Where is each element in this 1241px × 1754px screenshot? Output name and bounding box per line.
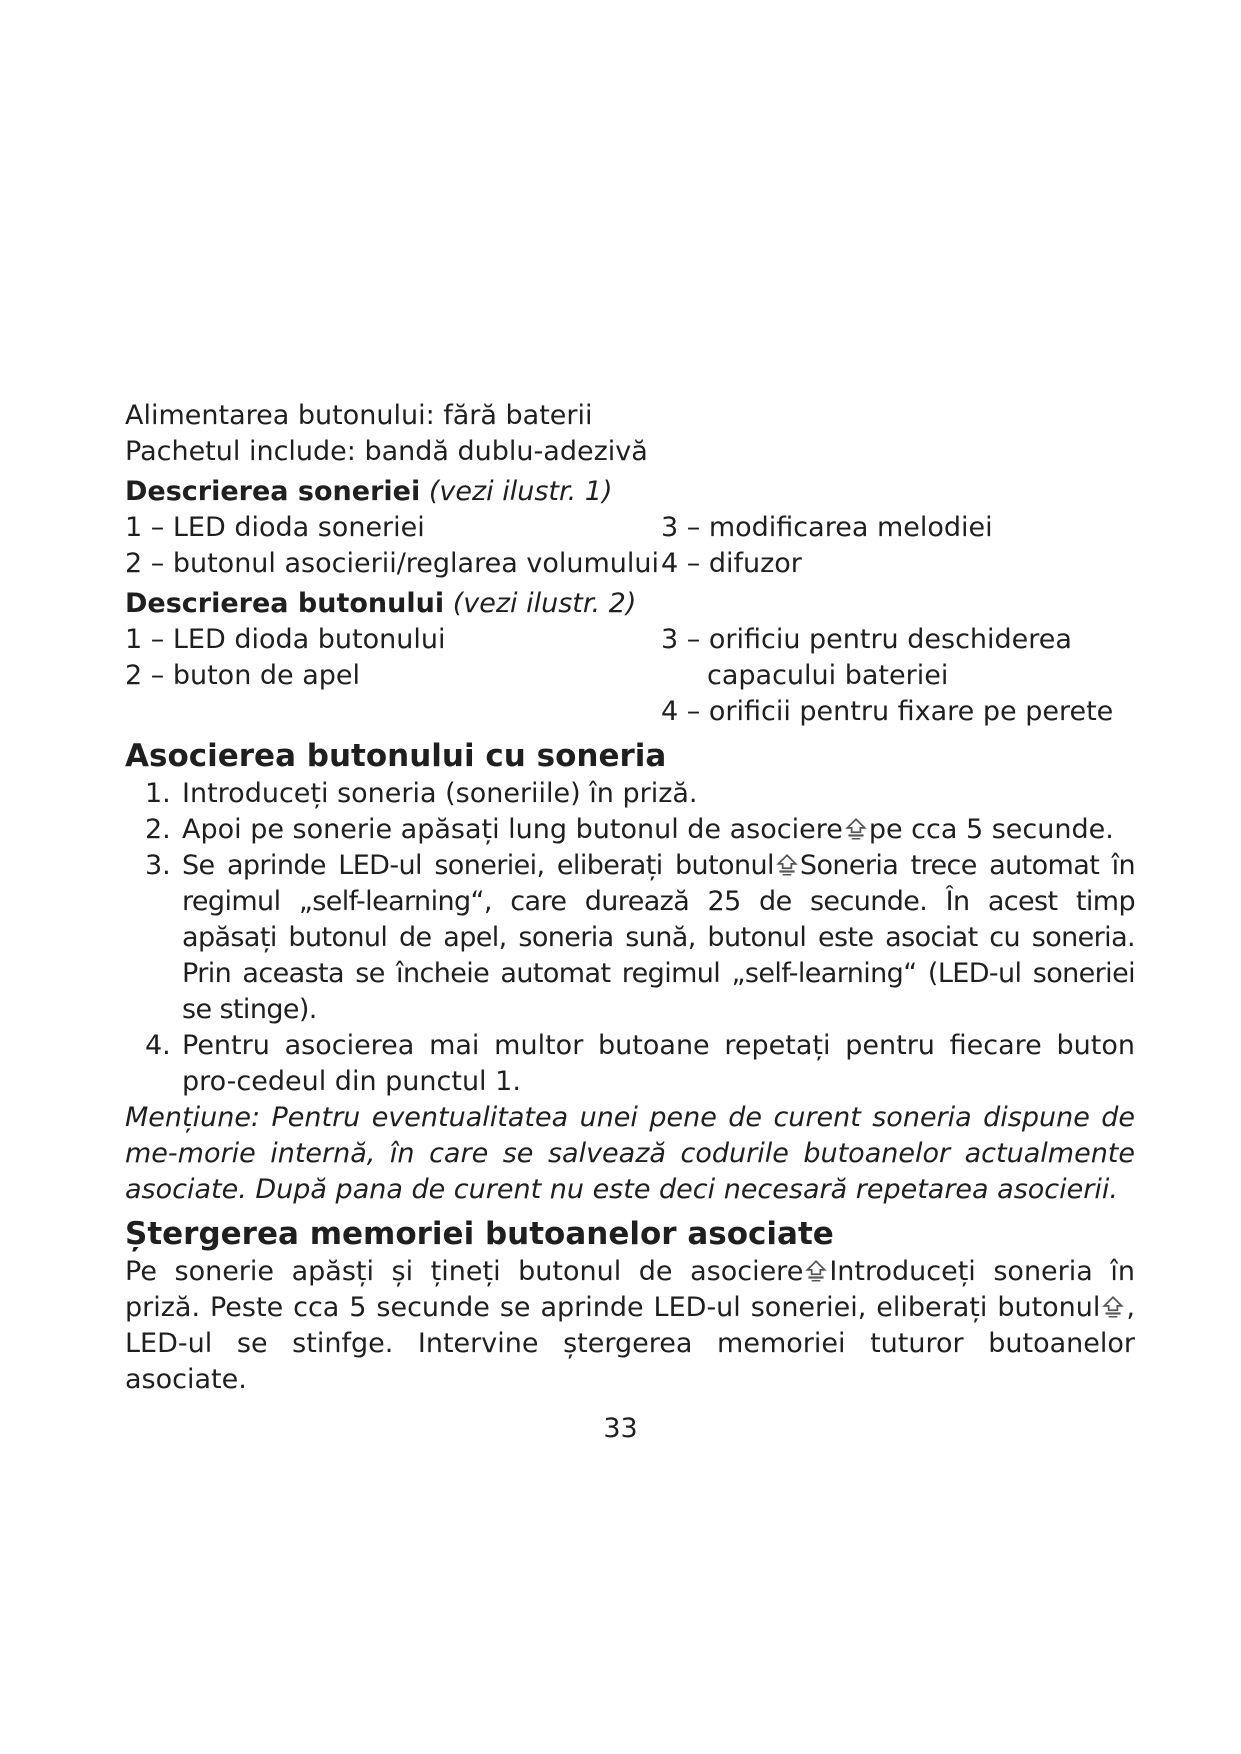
button-part-4: 4 – orificii pentru fixare pe perete <box>661 696 1114 727</box>
bell-part-4: 4 – difuzor <box>661 548 802 579</box>
pairing-step-number: 2. <box>145 814 171 845</box>
button-part-3: 3 – orificiu pentru deschiderea capacului bateriei <box>661 624 1072 691</box>
bell-description-list <box>125 510 1135 582</box>
button-description-title <box>125 586 1135 622</box>
erase-heading: Ștergerea memoriei butoanelor asociate <box>125 1216 834 1252</box>
pairing-step-2 <box>125 812 1135 848</box>
power-line: Alimentarea butonului: fără baterii <box>125 400 593 431</box>
bell-part-3: 3 – modificarea melodiei <box>661 512 993 543</box>
button-description-list <box>125 622 1135 730</box>
bell-description-title-bold: Descrierea soneriei <box>125 476 421 507</box>
bell-description-title-italic: (vezi ilustr. 1) <box>428 476 613 507</box>
bell-part-2: 2 – butonul asocierii/reglarea volumului <box>125 548 659 579</box>
button-description-title-italic: (vezi ilustr. 2) <box>452 588 637 619</box>
button-part-2: 2 – buton de apel <box>125 660 361 691</box>
bell-icon <box>774 852 800 878</box>
button-description-title-bold: Descrierea butonului <box>125 588 445 619</box>
erase-text-part-2: Introduceți soneria în priză. Peste cca 5 secunde se aprinde LED-ul soneriei, eliberați butonul <box>125 1256 1135 1323</box>
pairing-heading: Asocierea butonului cu soneria <box>125 738 667 774</box>
pairing-step-text: Pentru asocierea mai multor butoane repetați pentru fiecare buton pro-cedeul din punctul 1. <box>182 1030 1135 1097</box>
pairing-step-text: Apoi pe sonerie apăsați lung butonul de asociere <box>182 814 843 845</box>
pairing-step-text: Introduceți soneria (soneriile) în priză. <box>182 778 698 809</box>
pairing-step-number: 4. <box>145 1030 171 1061</box>
erase-text-part-1: Pe sonerie apăsți și țineți butonul de asociere <box>125 1256 804 1287</box>
pairing-steps <box>125 776 1135 1100</box>
bell-icon <box>1100 1294 1126 1320</box>
pairing-step-4 <box>125 1028 1135 1100</box>
bell-description-right <box>661 510 1135 582</box>
pairing-step-3 <box>125 848 1135 1028</box>
button-description-right <box>661 622 1135 730</box>
bell-icon <box>803 1258 829 1284</box>
erase-text <box>125 1254 1135 1398</box>
erase-text-part-3: , LED-ul se stinfge. Intervine ștergerea memoriei tuturor butoanelor asociate. <box>125 1292 1135 1395</box>
page-content <box>125 398 1135 1398</box>
bell-part-1: 1 – LED dioda soneriei <box>125 512 425 543</box>
pairing-step-text: pe cca 5 secunde. <box>868 814 1114 845</box>
pairing-step-number: 1. <box>145 778 171 809</box>
button-part-1: 1 – LED dioda butonului <box>125 624 446 655</box>
power-outage-note: Mențiune: Pentru eventualitatea unei pene de curent soneria dispune de me-morie internă, în care se salvează codurile butoanelor actualmente asociate. După pana de curent nu este deci necesară repetarea asocierii. <box>125 1102 1135 1205</box>
page-number: 33 <box>603 1413 638 1444</box>
pairing-step-text: Soneria trece automat în regimul „self-learning“, care durează 25 de secunde. În acest timp apăsați butonul de apel, soneria sună, butonul este asociat cu soneria. Prin aceasta se încheie automat regimul „self-learning“ (LED-ul soneriei se stinge). <box>182 850 1135 1025</box>
bell-description-left <box>125 510 661 582</box>
package-line: Pachetul include: bandă dublu-adezivă <box>125 436 648 467</box>
bell-description-title <box>125 474 1135 510</box>
pairing-step-number: 3. <box>145 850 171 881</box>
pairing-step-text: Se aprinde LED-ul soneriei, eliberați butonul <box>182 850 774 881</box>
pairing-step-1 <box>125 776 1135 812</box>
button-description-left <box>125 622 661 730</box>
bell-icon <box>843 816 869 842</box>
